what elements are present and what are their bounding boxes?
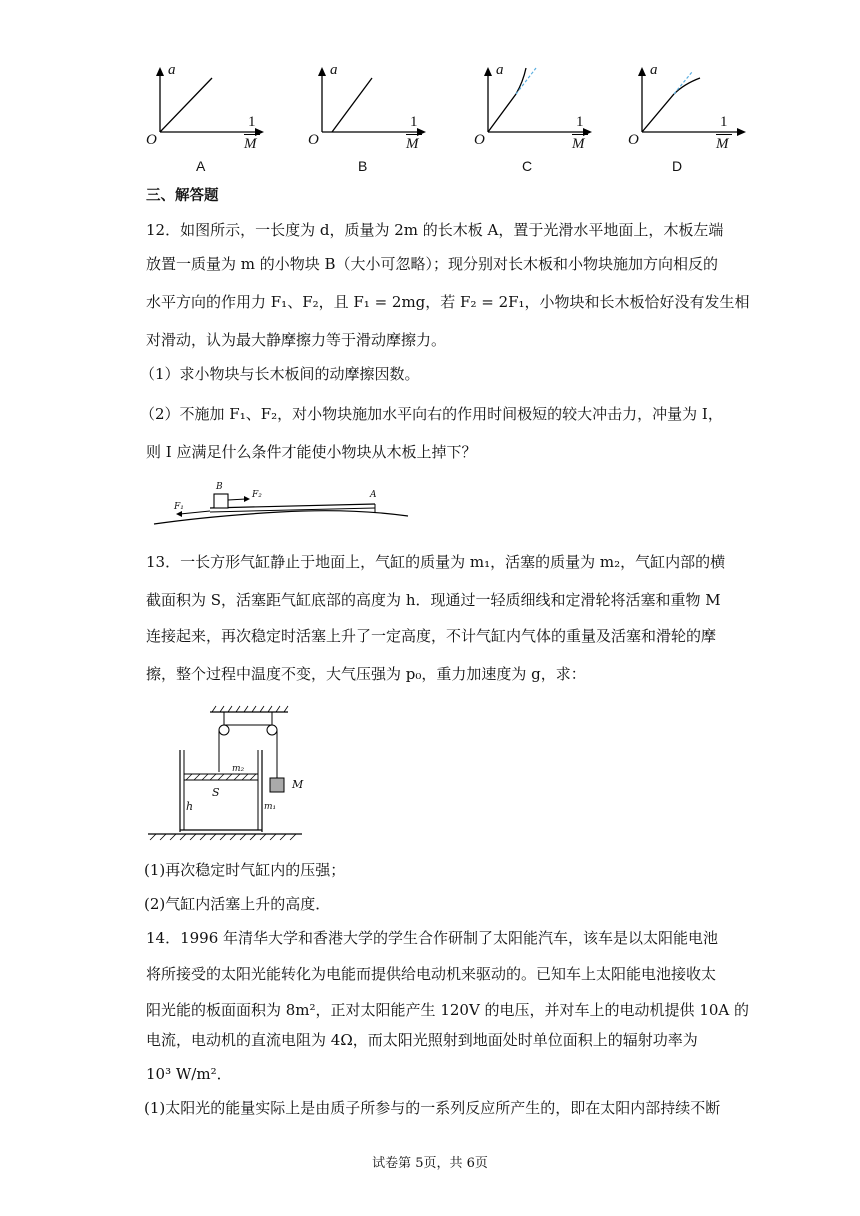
q13-subquestion-2: (2)气缸内活塞上升的高度．: [144, 895, 331, 913]
height-label: h: [186, 800, 194, 813]
weight-label: M: [292, 778, 304, 791]
x-axis-denominator: M: [716, 136, 729, 152]
q13-figure: [148, 704, 308, 844]
piston-mass-label: m₂: [232, 764, 245, 774]
q14-subquestion-1: (1)太阳光的能量实际上是由质子所参与的一系列反应所产生的，即在太阳内部持续不断: [144, 1099, 721, 1117]
graph-option-b: [302, 62, 437, 182]
cylinder-pulley-diagram: [148, 704, 308, 844]
q13-line: 连接起来，再次稳定时活塞上升了一定高度，不计气缸内气体的重量及活塞和滑轮的摩: [146, 627, 717, 645]
q14-line: 电流，电动机的直流电阻为 4Ω，而太阳光照射到地面处时单位面积上的辐射功率为: [146, 1031, 698, 1049]
q12-line: 水平方向的作用力 F₁、F₂，且 F₁ = 2mg，若 F₂ = 2F₁，小物块和长木板恰好没有发生相: [146, 293, 750, 311]
q12-figure: [150, 482, 410, 532]
q12-subquestion-2-cont: 则 I 应满足什么条件才能使小物块从木板上掉下？: [146, 443, 477, 461]
x-axis-denominator: M: [406, 136, 419, 152]
graph-option-a: [140, 62, 275, 182]
block-b-label: B: [216, 482, 223, 492]
force-f2-label: F₂: [252, 490, 262, 500]
x-axis-denominator: M: [244, 136, 257, 152]
area-label: S: [212, 786, 220, 799]
q12-line: 对滑动，认为最大静摩擦力等于滑动摩擦力。: [146, 331, 447, 349]
board-a-label: A: [370, 490, 377, 500]
section-title: 三、解答题: [146, 188, 219, 204]
origin-label: O: [628, 132, 639, 148]
origin-label: O: [146, 132, 157, 148]
q12-subquestion-1: （1）求小物块与长木板间的动摩擦因数。: [140, 365, 420, 383]
q14-line: 阳光能的板面面积为 8m²，正对太阳能产生 120V 的电压，并对车上的电动机提供 10A 的: [146, 1001, 750, 1019]
axis-a-label: a: [330, 62, 338, 78]
axis-a-label: a: [650, 62, 658, 78]
graph-letter: C: [522, 158, 533, 174]
q14-line: 10³ W/m²．: [146, 1065, 232, 1083]
q13-line: 截面积为 S，活塞距气缸底部的高度为 h．现通过一轻质细线和定滑轮将活塞和重物 M: [146, 591, 721, 609]
force-f1-label: F₁: [174, 502, 184, 512]
fraction-bar: [406, 134, 422, 135]
q12-line: 12．如图所示，一长度为 d，质量为 2m 的长木板 A，置于光滑水平地面上，木板左端: [146, 221, 724, 239]
graph-option-d: [622, 62, 757, 182]
graph-letter: D: [672, 158, 683, 174]
axis-a-label: a: [168, 62, 176, 78]
origin-label: O: [308, 132, 319, 148]
axis-a-label: a: [496, 62, 504, 78]
q12-subquestion-2: （2）不施加 F₁、F₂，对小物块施加水平向右的作用时间极短的较大冲击力，冲量为 I，: [140, 405, 723, 423]
graph-letter: A: [196, 158, 206, 174]
q14-line: 14．1996 年清华大学和香港大学的学生合作研制了太阳能汽车，该车是以太阳能电池: [146, 929, 719, 947]
graph-d-plot: [622, 62, 757, 157]
x-axis-numerator: 1: [720, 114, 728, 130]
q13-line: 擦，整个过程中温度不变，大气压强为 p₀，重力加速度为 g，求：: [146, 665, 586, 683]
x-axis-numerator: 1: [248, 114, 256, 130]
fraction-bar: [244, 134, 260, 135]
x-axis-numerator: 1: [410, 114, 418, 130]
graph-letter: B: [358, 158, 368, 174]
q13-subquestion-1: (1)再次稳定时气缸内的压强；: [144, 861, 346, 879]
q12-line: 放置一质量为 m 的小物块 B（大小可忽略）；现分别对长木板和小物块施加方向相反的: [146, 255, 719, 273]
fraction-bar: [572, 134, 588, 135]
origin-label: O: [474, 132, 485, 148]
x-axis-numerator: 1: [576, 114, 584, 130]
cylinder-mass-label: m₁: [264, 802, 277, 812]
x-axis-denominator: M: [572, 136, 585, 152]
q13-line: 13．一长方形气缸静止于地面上，气缸的质量为 m₁，活塞的质量为 m₂，气缸内部的横: [146, 553, 726, 571]
graph-option-c: [468, 62, 603, 182]
q14-line: 将所接受的太阳光能转化为电能而提供给电动机来驱动的。已知车上太阳能电池接收太: [146, 965, 717, 983]
page-footer: 试卷第 5页，共 6页: [372, 1156, 488, 1171]
fraction-bar: [716, 134, 732, 135]
